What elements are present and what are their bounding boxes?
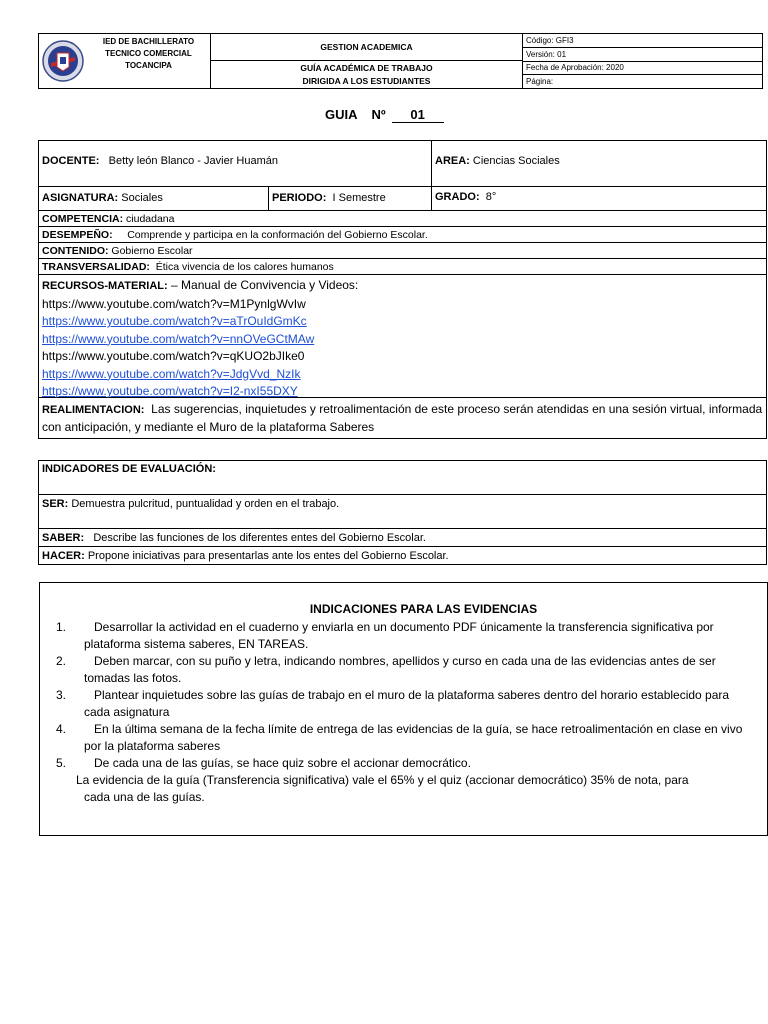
- indicadores-table: [38, 460, 767, 565]
- asignatura-row: ASIGNATURA: Sociales PERIODO: I Semestre GRADO: 8°: [39, 187, 766, 211]
- grado-value: 8°: [485, 191, 497, 203]
- school-logo: [39, 34, 87, 88]
- evidencias-title: INDICACIONES PARA LAS EVIDENCIAS: [309, 602, 538, 616]
- document-header: [38, 33, 763, 89]
- evidencias-note: La evidencia de la guía (Transferencia significativa) vale el 65% y el quiz (accionar democrático) 35% de nota, para cada una de las guías.: [76, 773, 689, 804]
- hacer-row: HACER: Propone iniciativas para presentarlas ante los entes del Gobierno Escolar.: [42, 549, 449, 562]
- evidencias-box: [39, 582, 768, 836]
- list-item: 5. De cada una de las guías, se hace quiz sobre el accionar democrático.: [56, 756, 471, 770]
- area-value: Ciencias Sociales: [472, 155, 560, 167]
- header-meta: [523, 34, 762, 88]
- fecha-aprobacion: Fecha de Aprobación: 2020: [523, 62, 762, 76]
- docente-row: DOCENTE: Betty león Blanco - Javier Huamán AREA: Ciencias Sociales: [39, 141, 766, 187]
- contenido-row: CONTENIDO: Gobierno Escolar: [39, 243, 766, 259]
- link-4: https://www.youtube.com/watch?v=qKUO2bJIke0: [42, 349, 305, 363]
- periodo-value: I Semestre: [332, 192, 386, 204]
- list-item: 3. Plantear inquietudes sobre las guías de trabajo en el muro de la plataforma saberes dentro del horario establecido para cada asignatura: [56, 688, 730, 719]
- competencia-row: COMPETENCIA: ciudadana: [39, 211, 766, 227]
- link-5[interactable]: https://www.youtube.com/watch?v=JdgVvd_NzIk: [42, 366, 301, 381]
- codigo: Código: GFI3: [523, 34, 762, 48]
- link-1: https://www.youtube.com/watch?v=M1PynlgWvIw: [42, 296, 306, 311]
- desempeno-row: DESEMPEÑO: Comprende y participa en la conformación del Gobierno Escolar.: [39, 227, 766, 243]
- gestion-academica: GESTION ACADEMICA: [211, 34, 522, 61]
- pagina: Página:: [526, 77, 554, 87]
- guia-number: 01: [392, 107, 444, 123]
- asignatura-value: Sociales: [121, 192, 163, 204]
- saber-row: SABER: Describe las funciones de los diferentes entes del Gobierno Escolar.: [39, 529, 766, 547]
- link-6[interactable]: https://www.youtube.com/watch?v=I2-nxI55DXY: [42, 384, 298, 398]
- school-crest-icon: [41, 39, 85, 83]
- list-item: 1. Desarrollar la actividad en el cuaderno y enviarla en un documento PDF únicamente la transferencia significativa por plataforma sistema saberes, EN TAREAS.: [56, 620, 714, 651]
- recursos-row: RECURSOS-MATERIAL: – Manual de Convivencia y Videos: https://www.youtube.com/watch?v=M1PynlgWvIw https://www.youtube.com/watch?v=aTrOuIdGmKc https://www.youtube.com/watch?v=nnOVeGCtMAw https://www.youtube.com/watch?v=qKUO2bJIke0 https://www.youtube.com/watch?v=JdgVvd_NzIk https://www.youtube.com/watch?v=I2-nxI55DXY: [39, 275, 766, 398]
- list-item: 2. Deben marcar, con su puño y letra, indicando nombres, apellidos y curso en cada una de las evidencias antes de ser tomadas las fotos.: [56, 654, 716, 685]
- indicadores-title: INDICADORES DE EVALUACIÓN:: [39, 461, 766, 495]
- version: Versión: 01: [523, 48, 762, 62]
- realimentacion-row: REALIMENTACION: Las sugerencias, inquietudes y retroalimentación de este proceso serán atendidas en una sesión virtual, informada con anticipación, y mediante el Muro de la plataforma Saberes: [42, 402, 763, 434]
- guia-title: GUIA Nº 01: [325, 107, 444, 123]
- docente-value: Betty león Blanco - Javier Huamán: [108, 155, 278, 167]
- ser-row: SER: Demuestra pulcritud, puntualidad y orden en el trabajo.: [39, 495, 766, 529]
- guia-academica-title: GUÍA ACADÉMICA DE TRABAJO DIRIGIDA A LOS ESTUDIANTES: [300, 63, 433, 86]
- evidencias-list: [40, 619, 767, 772]
- transversalidad-row: TRANSVERSALIDAD: Ética vivencia de los calores humanos: [39, 259, 766, 275]
- school-name: IED DE BACHILLERATO TECNICO COMERCIAL TOCANCIPA: [87, 34, 211, 88]
- info-table: [38, 140, 767, 439]
- link-2[interactable]: https://www.youtube.com/watch?v=aTrOuIdGmKc: [42, 314, 307, 328]
- header-center: [211, 34, 523, 88]
- list-item: 4. En la última semana de la fecha límite de entrega de las evidencias de la guía, se hace retroalimentación en clase en vivo por la plataforma saberes: [56, 722, 743, 753]
- link-3[interactable]: https://www.youtube.com/watch?v=nnOVeGCtMAw: [42, 331, 315, 346]
